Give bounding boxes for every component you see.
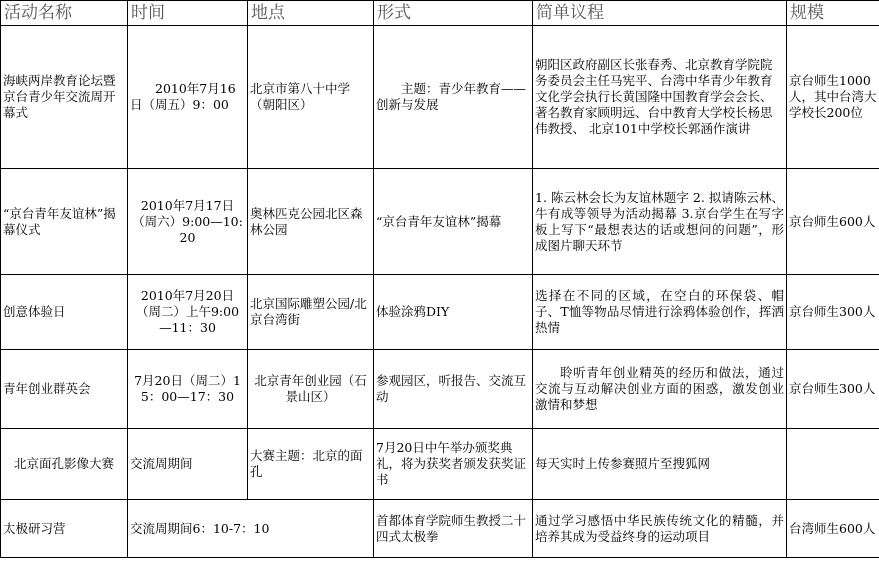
cell-form: 主题：青少年教育——创新与发展 bbox=[374, 26, 533, 169]
cell-time: 交流周期间6：10-7：10 bbox=[128, 500, 374, 558]
cell-place: 北京市第八十中学（朝阳区） bbox=[248, 26, 374, 169]
cell-name: 青年创业群英会 bbox=[1, 350, 128, 429]
cell-agenda: 朝阳区政府副区长张春秀、北京教育学院院务委员会主任马宪平、台湾中华青少年教育文化学会执行长黄国隆中国教育学会会长、著名教育家顾明远、台中教育大学校长杨思伟教授、 北京101中学校长郭涵作演讲 bbox=[533, 26, 787, 169]
cell-agenda: 聆听青年创业精英的经历和做法，通过交流与互动解决创业方面的困惑，激发创业激情和梦想 bbox=[533, 350, 787, 429]
cell-form: 首都体育学院师生教授二十四式太极拳 bbox=[374, 500, 533, 558]
cell-place: 奥林匹克公园北区森林公园 bbox=[248, 169, 374, 275]
table-row bbox=[1, 26, 879, 169]
cell-time: 2010年7月17日（周六）9:00—10:20 bbox=[128, 169, 248, 275]
cell-form: “京台青年友谊林”揭幕 bbox=[374, 169, 533, 275]
header-name: 活动名称 bbox=[1, 1, 128, 26]
cell-time: 交流周期间 bbox=[128, 429, 248, 500]
cell-agenda: 通过学习感悟中华民族传统文化的精髓，并培养其成为受益终身的运动项目 bbox=[533, 500, 787, 558]
cell-time: 7月20日（周二）15：00—17：30 bbox=[128, 350, 248, 429]
cell-place: 北京国际雕塑公园/北京台湾街 bbox=[248, 275, 374, 350]
table-row bbox=[1, 169, 879, 275]
cell-form: 7月20日中午举办颁奖典礼，将为获奖者颁发获奖证书 bbox=[374, 429, 533, 500]
header-agenda: 简单议程 bbox=[533, 1, 787, 26]
cell-scale: 京台师生1000人，其中台湾大学校长200位 bbox=[787, 26, 879, 169]
header-scale: 规模 bbox=[787, 1, 879, 26]
header-row bbox=[1, 1, 879, 26]
header-place: 地点 bbox=[248, 1, 374, 26]
header-time: 时间 bbox=[128, 1, 248, 26]
cell-name: 海峡两岸教育论坛暨京台青少年交流周开幕式 bbox=[1, 26, 128, 169]
cell-name: 太极研习营 bbox=[1, 500, 128, 558]
cell-name: 北京面孔影像大赛 bbox=[1, 429, 128, 500]
cell-scale: 台湾师生600人 bbox=[787, 500, 879, 558]
header-form: 形式 bbox=[374, 1, 533, 26]
cell-name: 创意体验日 bbox=[1, 275, 128, 350]
cell-scale: 京台师生300人 bbox=[787, 350, 879, 429]
table-row bbox=[1, 350, 879, 429]
cell-time: 2010年7月16日（周五）9：00 bbox=[128, 26, 248, 169]
cell-form: 体验涂鸦DIY bbox=[374, 275, 533, 350]
cell-agenda: 1. 陈云林会长为友谊林题字 2. 拟请陈云林、牛有成等领导为活动揭幕 3.京台学生在写字板上写下“最想表达的话或想问的问题”，形成图片聊天环节 bbox=[533, 169, 787, 275]
cell-form: 参观园区，听报告、交流互动 bbox=[374, 350, 533, 429]
cell-time: 2010年7月20日（周二）上午9:00—11：30 bbox=[128, 275, 248, 350]
cell-scale: 京台师生300人 bbox=[787, 275, 879, 350]
cell-agenda: 选择在不同的区域，在空白的环保袋、帽子、T恤等物品尽情进行涂鸦体验创作，挥洒热情 bbox=[533, 275, 787, 350]
table-row bbox=[1, 275, 879, 350]
cell-scale: 京台师生600人 bbox=[787, 169, 879, 275]
cell-scale bbox=[787, 429, 879, 500]
table-row bbox=[1, 500, 879, 558]
cell-place: 北京青年创业园（石景山区） bbox=[248, 350, 374, 429]
cell-agenda: 每天实时上传参赛照片至搜狐网 bbox=[533, 429, 787, 500]
cell-name: “京台青年友谊林”揭幕仪式 bbox=[1, 169, 128, 275]
cell-place: 大赛主题：北京的面孔 bbox=[248, 429, 374, 500]
table-row bbox=[1, 429, 879, 500]
